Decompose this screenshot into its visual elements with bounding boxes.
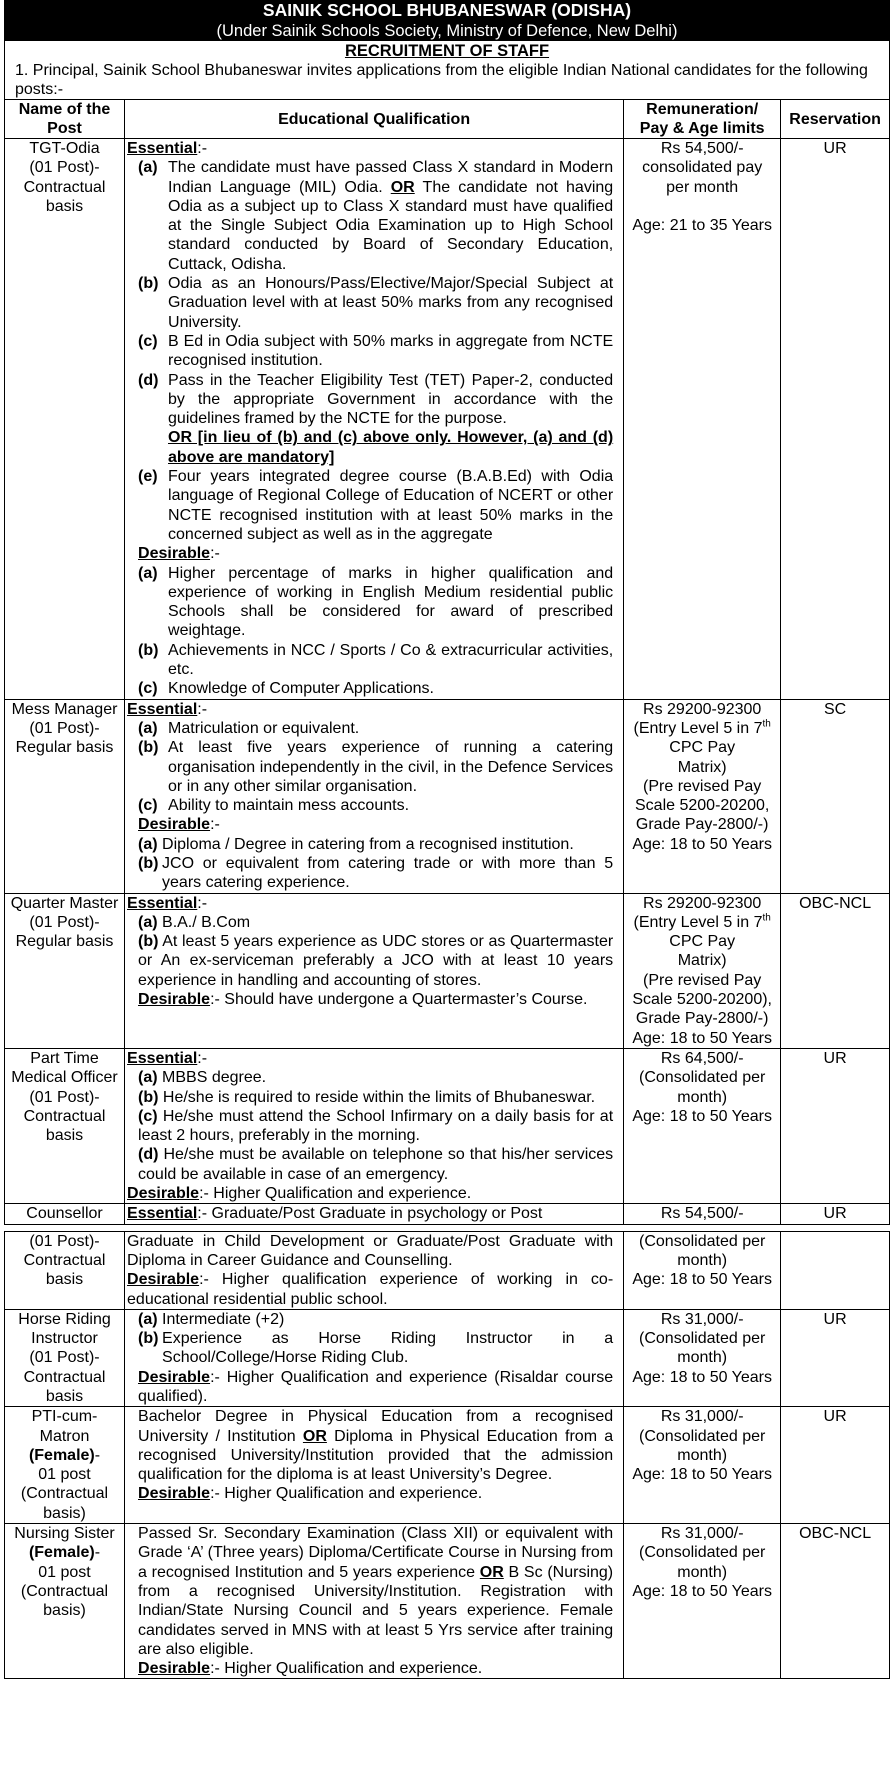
- reservation: SC: [781, 699, 890, 893]
- reservation: OBC-NCL: [781, 893, 890, 1048]
- qualification: Bachelor Degree in Physical Education from a recognised University / Institution OR Diploma in Physical Education from a recognised University/Institution provided that the admission qualification for the diploma is at least University’s Degree. Desirable:- Higher Qualification and experience.: [125, 1407, 624, 1524]
- pay-details: Rs 29200-92300 (Entry Level 5 in 7th CPC Pay Matrix) (Pre revised Pay Scale 5200-20200, Grade Pay-2800/-) Age: 18 to 50 Years: [624, 699, 781, 893]
- post-name: (01 Post)- Contractual basis: [5, 1231, 125, 1309]
- table-header-row: [5, 100, 890, 139]
- recruitment-heading: RECRUITMENT OF STAFF: [4, 41, 890, 61]
- reservation: [781, 1231, 890, 1309]
- posts-table: [4, 99, 890, 1679]
- school-subtitle: (Under Sainik Schools Society, Ministry of Defence, New Delhi): [216, 22, 678, 40]
- table-row: [5, 1204, 890, 1224]
- post-name: PTI-cum- Matron (Female)- 01 post (Contractual basis): [5, 1407, 125, 1524]
- col-header-reservation: Reservation: [781, 100, 890, 139]
- col-header-post: Name of the Post: [5, 100, 125, 139]
- table-row: [5, 1407, 890, 1524]
- header-banner: [4, 0, 890, 41]
- qualification: Essential:- (a) B.A./ B.Com (b) At least 5 years experience as UDC stores or as Quartermaster or An ex-serviceman preferably a JCO with at least 10 years experience in handling and accounting of stores. Desirable:- Should have undergone a Quartermaster’s Course.: [125, 893, 624, 1048]
- recruitment-notice: [4, 0, 890, 1679]
- post-name: Part Time Medical Officer (01 Post)- Contractual basis: [5, 1048, 125, 1203]
- essential-heading: Essential:-: [127, 140, 208, 157]
- post-name: Counsellor: [5, 1204, 125, 1224]
- qualification: Essential:- (a) MBBS degree. (b) He/she is required to reside within the limits of Bhubaneswar. (c) He/she must attend the School Infirmary on a daily basis for at least 2 hours, preferably in the morning. (d) He/she must be available on telephone so that his/her services could be available in case of an emergency. Desirable:- Higher Qualification and experience.: [125, 1048, 624, 1203]
- post-name: Mess Manager (01 Post)- Regular basis: [5, 699, 125, 893]
- age-limit: Age: 21 to 35 Years: [632, 216, 772, 234]
- qualification: Passed Sr. Secondary Examination (Class XII) or equivalent with Grade ‘A’ (Three years) Diploma/Certificate Course in Nursing from a recognised Institution and 5 years experience OR B Sc (Nursing) from a recognised University/Institution. Registration with Indian/State Nursing Council and 5 years experience. Female candidates served in MNS with at least 5 Yrs service after training are also eligible. Desirable:- Higher Qualification and experience.: [125, 1524, 624, 1679]
- pay-details: Rs 31,000/- (Consolidated per month) Age: 18 to 50 Years: [624, 1407, 781, 1524]
- table-row: [5, 699, 890, 893]
- post-name: Quarter Master (01 Post)- Regular basis: [5, 893, 125, 1048]
- desirable-heading: Desirable:-: [138, 545, 220, 563]
- reservation: OBC-NCL: [781, 1524, 890, 1679]
- col-header-pay: Remuneration/ Pay & Age limits: [624, 100, 781, 139]
- age-limit: Age: 18 to 50 Years: [632, 1466, 772, 1484]
- qualification: Essential:- Graduate/Post Graduate in psychology or Post: [125, 1204, 624, 1224]
- table-row: [5, 893, 890, 1048]
- reservation: UR: [781, 139, 890, 700]
- or-note: OR [in lieu of (b) and (c) above only. However, (a) and (d) above are mandatory]: [168, 429, 614, 466]
- qualification: Essential:- (a) The candidate must have passed Class X standard in Modern Indian Language (MIL) Odia. OR The candidate not having Odia as a subject up to Class X standard must have qualified at the Single Subject Odia Examination up to High School standard conducted by Board of Secondary Education, Cuttack, Odisha. (b) Odia as an Honours/Pass/Elective/Major/Special Subject at Graduation level with at least 50% marks from any recognised University. (c) B Ed in Odia subject with 50% marks in aggregate from NCTE recognised institution. (d) Pass in the Teacher Eligibility Test (TET) Paper-2, conducted by the appropriate Government in accordance with the guidelines framed by the NCTE for the purpose. OR [in lieu of (b) and (c) above only. However, (a) and (d) above are mandatory] (e) Four years integrated degree course (B.A.B.Ed) with Odia language of Regional College of Education of NCERT or other NCTE recognised institution with at least 50% marks in the concerned subject as well as in the aggregate Desirable:- (a) Higher percentage of marks in higher qualification and experience of working in English Medium residential public Schools shall be considered for award of prescribed weightage. (b) Achievements in NCC / Sports / Co & extracurricular activities, etc. (c) Knowledge of Computer Applications.: [125, 139, 624, 700]
- reservation: UR: [781, 1048, 890, 1203]
- reservation: UR: [781, 1407, 890, 1524]
- post-name: Horse Riding Instructor (01 Post)- Contractual basis: [5, 1309, 125, 1406]
- table-row: [5, 1231, 890, 1309]
- table-row: [5, 1309, 890, 1406]
- age-limit: Age: 18 to 50 Years: [632, 1271, 772, 1289]
- table-row: [5, 1524, 890, 1679]
- pay-details: Rs 31,000/- (Consolidated per month) Age: 18 to 50 Years: [624, 1309, 781, 1406]
- pay-details: Rs 64,500/- (Consolidated per month) Age: 18 to 50 Years: [624, 1048, 781, 1203]
- school-title: SAINIK SCHOOL BHUBANESWAR (ODISHA): [262, 0, 632, 20]
- pay-details: Rs 31,000/- (Consolidated per month) Age: 18 to 50 Years: [624, 1524, 781, 1679]
- reservation: UR: [781, 1204, 890, 1224]
- age-limit: Age: 18 to 50 Years: [632, 1582, 772, 1600]
- table-row: [5, 139, 890, 700]
- qualification: (a) Intermediate (+2) (b) Experience as Horse Riding Instructor in a School/College/Horse Riding Club. Desirable:- Higher Qualification and experience (Risaldar course qualified).: [125, 1309, 624, 1406]
- reservation: UR: [781, 1309, 890, 1406]
- post-name: TGT-Odia (01 Post)- Contractual basis: [5, 139, 125, 700]
- age-limit: Age: 18 to 50 Years: [632, 1368, 772, 1386]
- qualification: Essential:- (a) Matriculation or equivalent. (b) At least five years experience of running a catering organisation independently in the civil, in the Defence Services or in any other similar organisation. (c) Ability to maintain mess accounts. Desirable:- (a) Diploma / Degree in catering from a recognised institution. (b) JCO or equivalent from catering trade or with more than 5 years catering experience.: [125, 699, 624, 893]
- table-row: [5, 1048, 890, 1203]
- pay-details: Rs 29200-92300 (Entry Level 5 in 7th CPC Pay Matrix) (Pre revised Pay Scale 5200-20200), Grade Pay-2800/-) Age: 18 to 50 Years: [624, 893, 781, 1048]
- age-limit: Age: 18 to 50 Years: [632, 1029, 772, 1047]
- age-limit: Age: 18 to 50 Years: [632, 1107, 772, 1125]
- col-header-qualification: Educational Qualification: [125, 100, 624, 139]
- age-limit: Age: 18 to 50 Years: [632, 835, 772, 853]
- pay-details: Rs 54,500/-: [624, 1204, 781, 1224]
- pay-details: Rs 54,500/- consolidated pay per month Age: 21 to 35 Years: [624, 139, 781, 700]
- qualification: Graduate in Child Development or Graduate/Post Graduate with Diploma in Career Guidance and Counselling. Desirable:- Higher qualification experience of working in co-educational residential public school.: [125, 1231, 624, 1309]
- post-name: Nursing Sister (Female)- 01 post (Contractual basis): [5, 1524, 125, 1679]
- intro-text: 1. Principal, Sainik School Bhubaneswar invites applications from the eligible Indian National candidates for the following posts:-: [4, 61, 890, 99]
- pay-details: (Consolidated per month) Age: 18 to 50 Years: [624, 1231, 781, 1309]
